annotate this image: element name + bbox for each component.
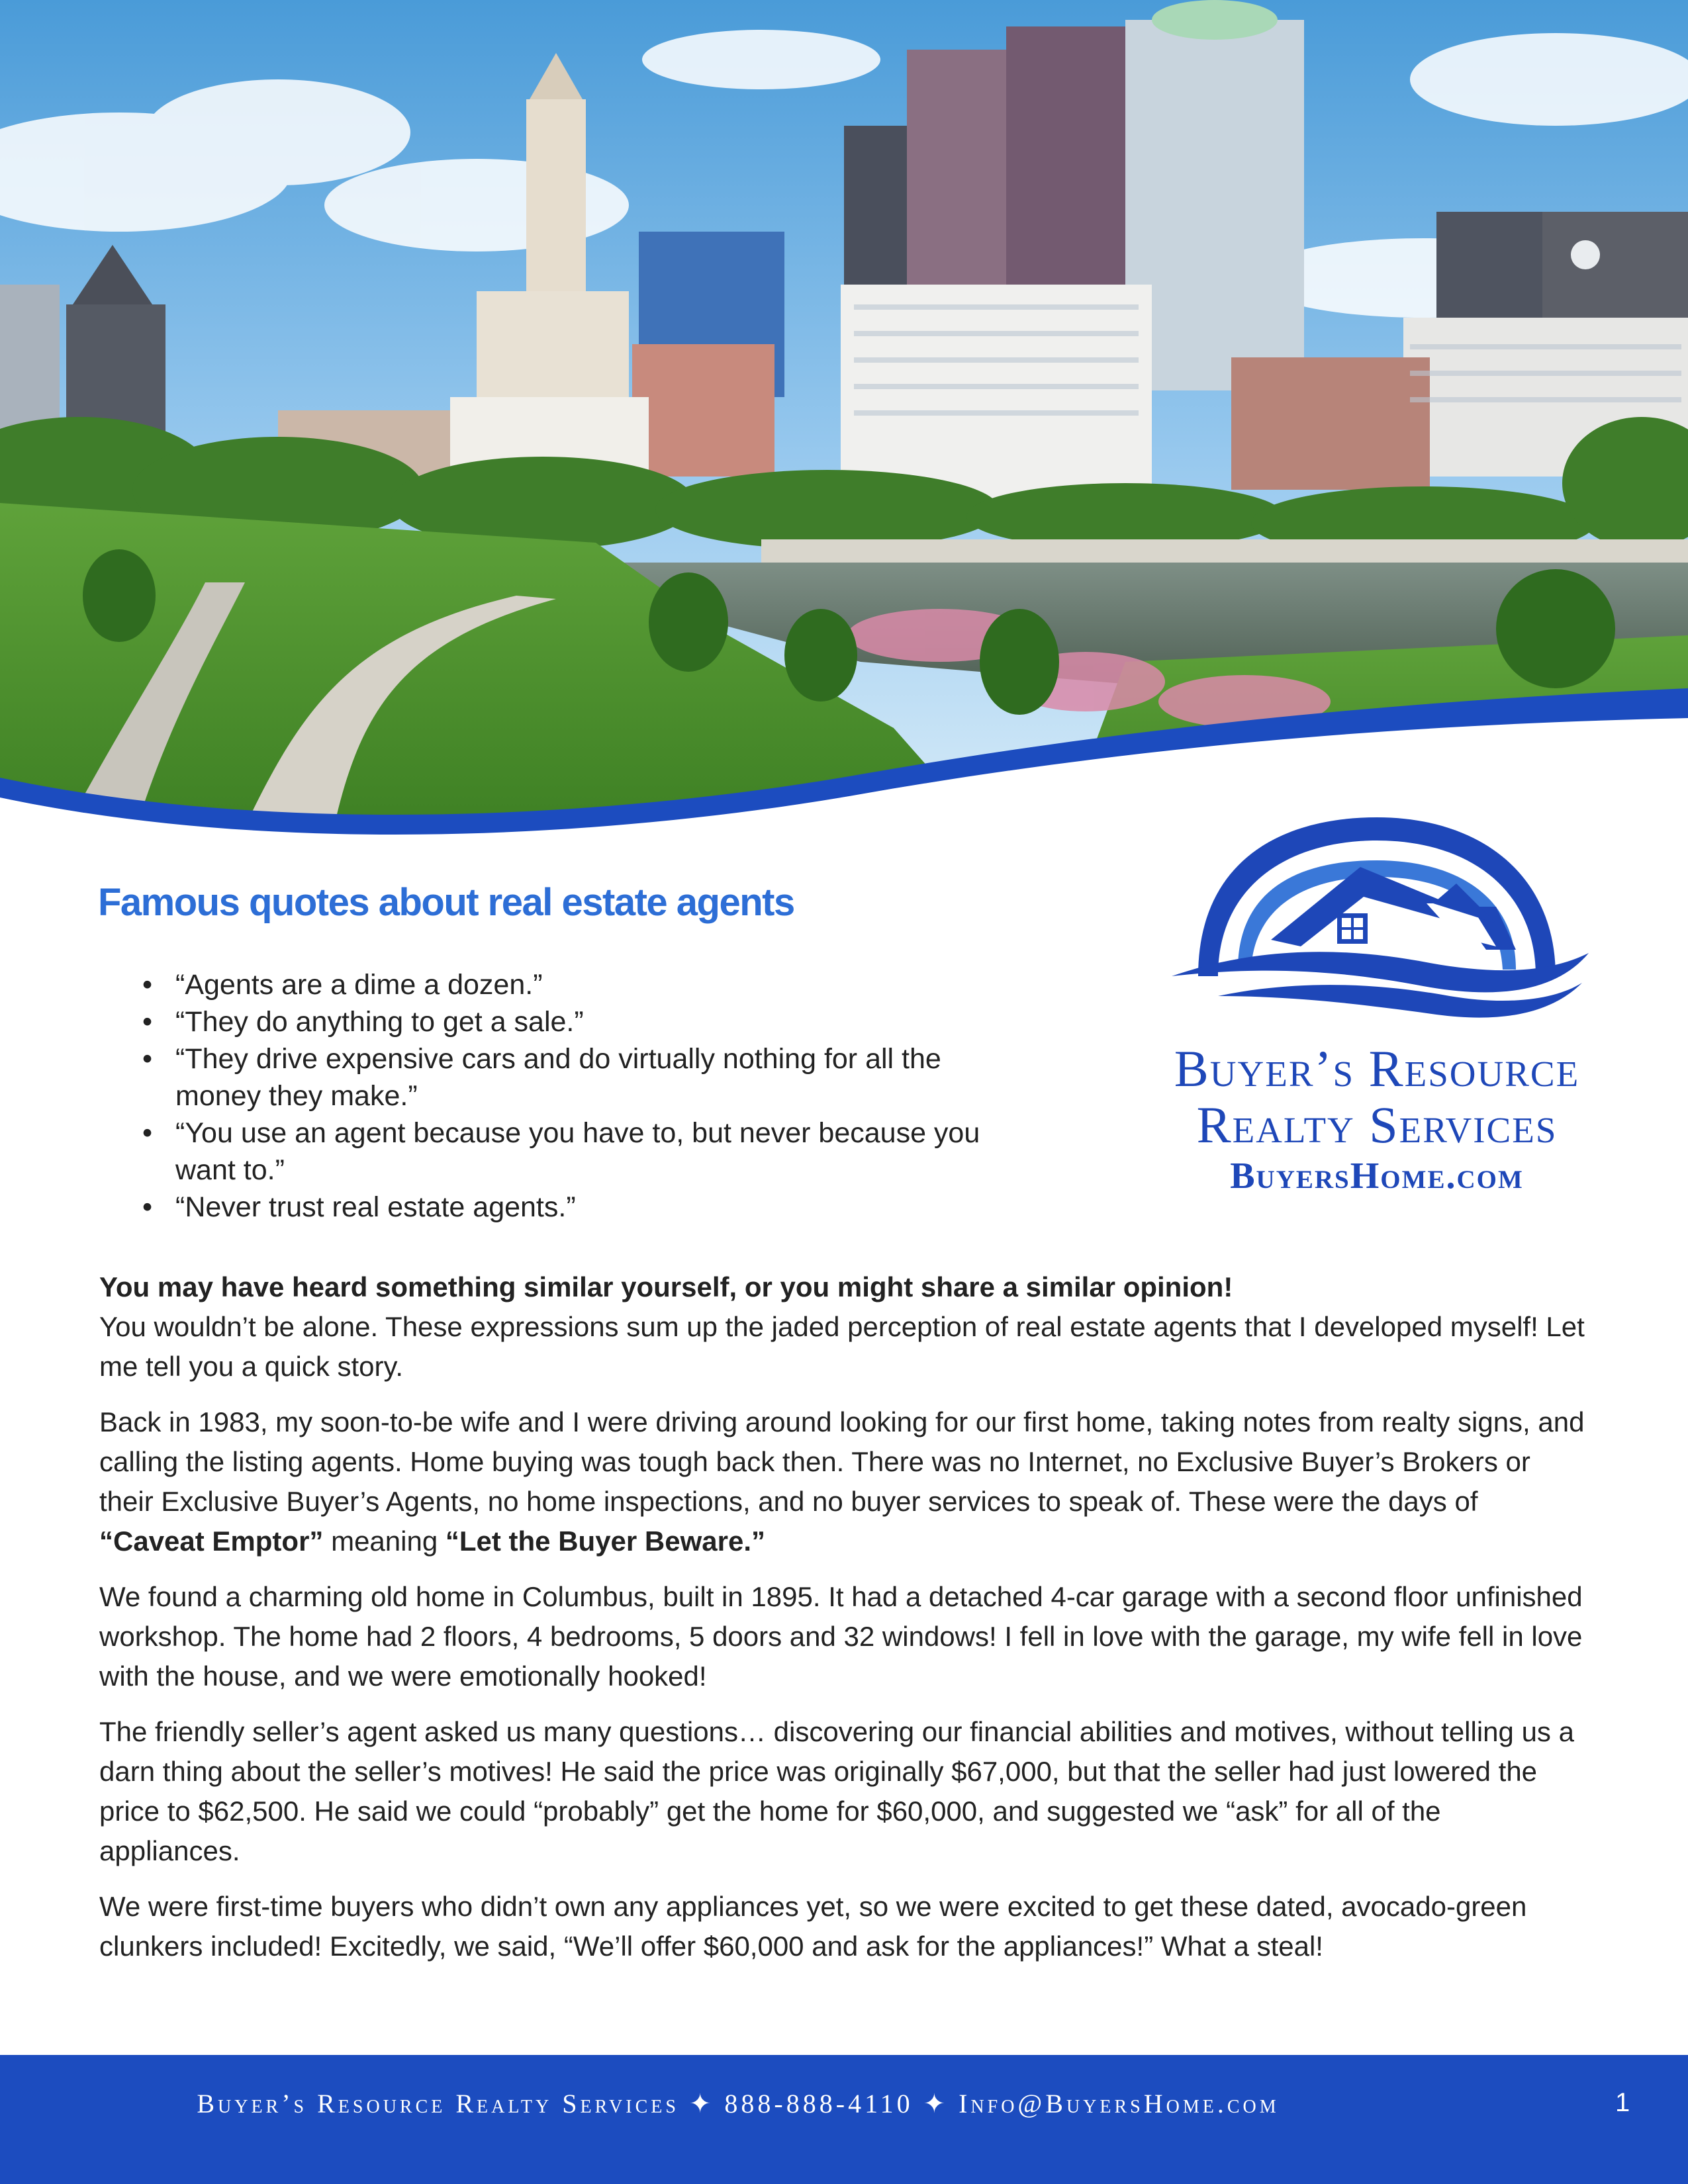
list-item: [142, 1189, 1023, 1226]
paragraph-offer: We were first-time buyers who didn’t own any appliances yet, so we were excited to get these dated, avocado-green clunkers included! Excitedly, we said, “We’ll offer $60,000 and ask for the appliances!” What a steal!: [99, 1891, 1527, 1962]
quote-text: “They drive expensive cars and do virtually nothing for all the money they make.”: [175, 1043, 941, 1112]
paragraph-story: [99, 1402, 1589, 1561]
list-item: [142, 1115, 1023, 1189]
paragraph-text: Back in 1983, my soon-to-be wife and I were driving around looking for our first home, taking notes from realty signs, and calling the listing agents. Home buying was tough back then. There was no Internet, no Exclusive Buyer’s Brokers or their Exclusive Buyer’s Agents, no home inspections, and no buyer services to speak of. These were the days of: [99, 1406, 1585, 1517]
logo-company-name-line2: Realty Services: [1196, 1096, 1558, 1154]
footer-bar: [0, 2055, 1688, 2184]
logo-company-name-line1: Buyer’s Resource: [1174, 1040, 1580, 1097]
paragraph-text: meaning: [323, 1525, 445, 1557]
quote-text: “You use an agent because you have to, but never because you want to.”: [175, 1117, 980, 1186]
hero-skyline-image: [0, 0, 1688, 841]
article-body: [99, 1267, 1589, 1982]
list-item: [142, 1040, 1023, 1115]
logo-website: BuyersHome.com: [1230, 1156, 1524, 1197]
quote-text: “Never trust real estate agents.”: [175, 1191, 576, 1223]
company-logo: [1125, 804, 1628, 1208]
list-item: [142, 966, 1023, 1003]
bullet-icon: •: [142, 1043, 153, 1075]
buyer-beware-phrase: “Let the Buyer Beware.”: [445, 1525, 766, 1557]
list-item: [142, 1003, 1023, 1040]
quote-text: “Agents are a dime a dozen.”: [175, 969, 543, 1001]
lead-rest: You wouldn’t be alone. These expressions sum up the jaded perception of real estate agents that I developed myself! Let me tell you a quick story.: [99, 1311, 1585, 1382]
paragraph-home: We found a charming old home in Columbus, built in 1895. It had a detached 4-car garage with a second floor unfinished workshop. The home had 2 floors, 4 bedrooms, 5 doors and 32 windows! I fell in love with the garage, my wife fell in love with the house, and we were emotionally hooked!: [99, 1581, 1583, 1692]
footer-contact: Buyer’s Resource Realty Services ✦ 888-888-4110 ✦ Info@BuyersHome.com: [197, 2089, 1280, 2118]
bullet-icon: •: [142, 969, 153, 1001]
page-number: 1: [1615, 2088, 1630, 2117]
caveat-emptor-phrase: “Caveat Emptor”: [99, 1525, 324, 1557]
paragraph-agent: The friendly seller’s agent asked us many questions… discovering our financial abilities and motives, without telling us a darn thing about the seller’s motives! He said the price was originally $67,000, but that the seller had just lowered the price to $62,500. He said we could “probably” get the home for $60,000, and suggested we “ask” for all of the appliances.: [99, 1716, 1574, 1866]
quote-text: “They do anything to get a sale.”: [175, 1006, 584, 1038]
bullet-icon: •: [142, 1006, 153, 1038]
house-roof-wave-icon: [1125, 804, 1628, 1036]
lead-sentence: You may have heard something similar yourself, or you might share a similar opinion!: [99, 1271, 1233, 1302]
quote-list: [142, 966, 1023, 1226]
bullet-icon: •: [142, 1117, 153, 1149]
bullet-icon: •: [142, 1191, 153, 1223]
section-title: Famous quotes about real estate agents: [98, 881, 794, 924]
paragraph-intro: [99, 1267, 1589, 1387]
